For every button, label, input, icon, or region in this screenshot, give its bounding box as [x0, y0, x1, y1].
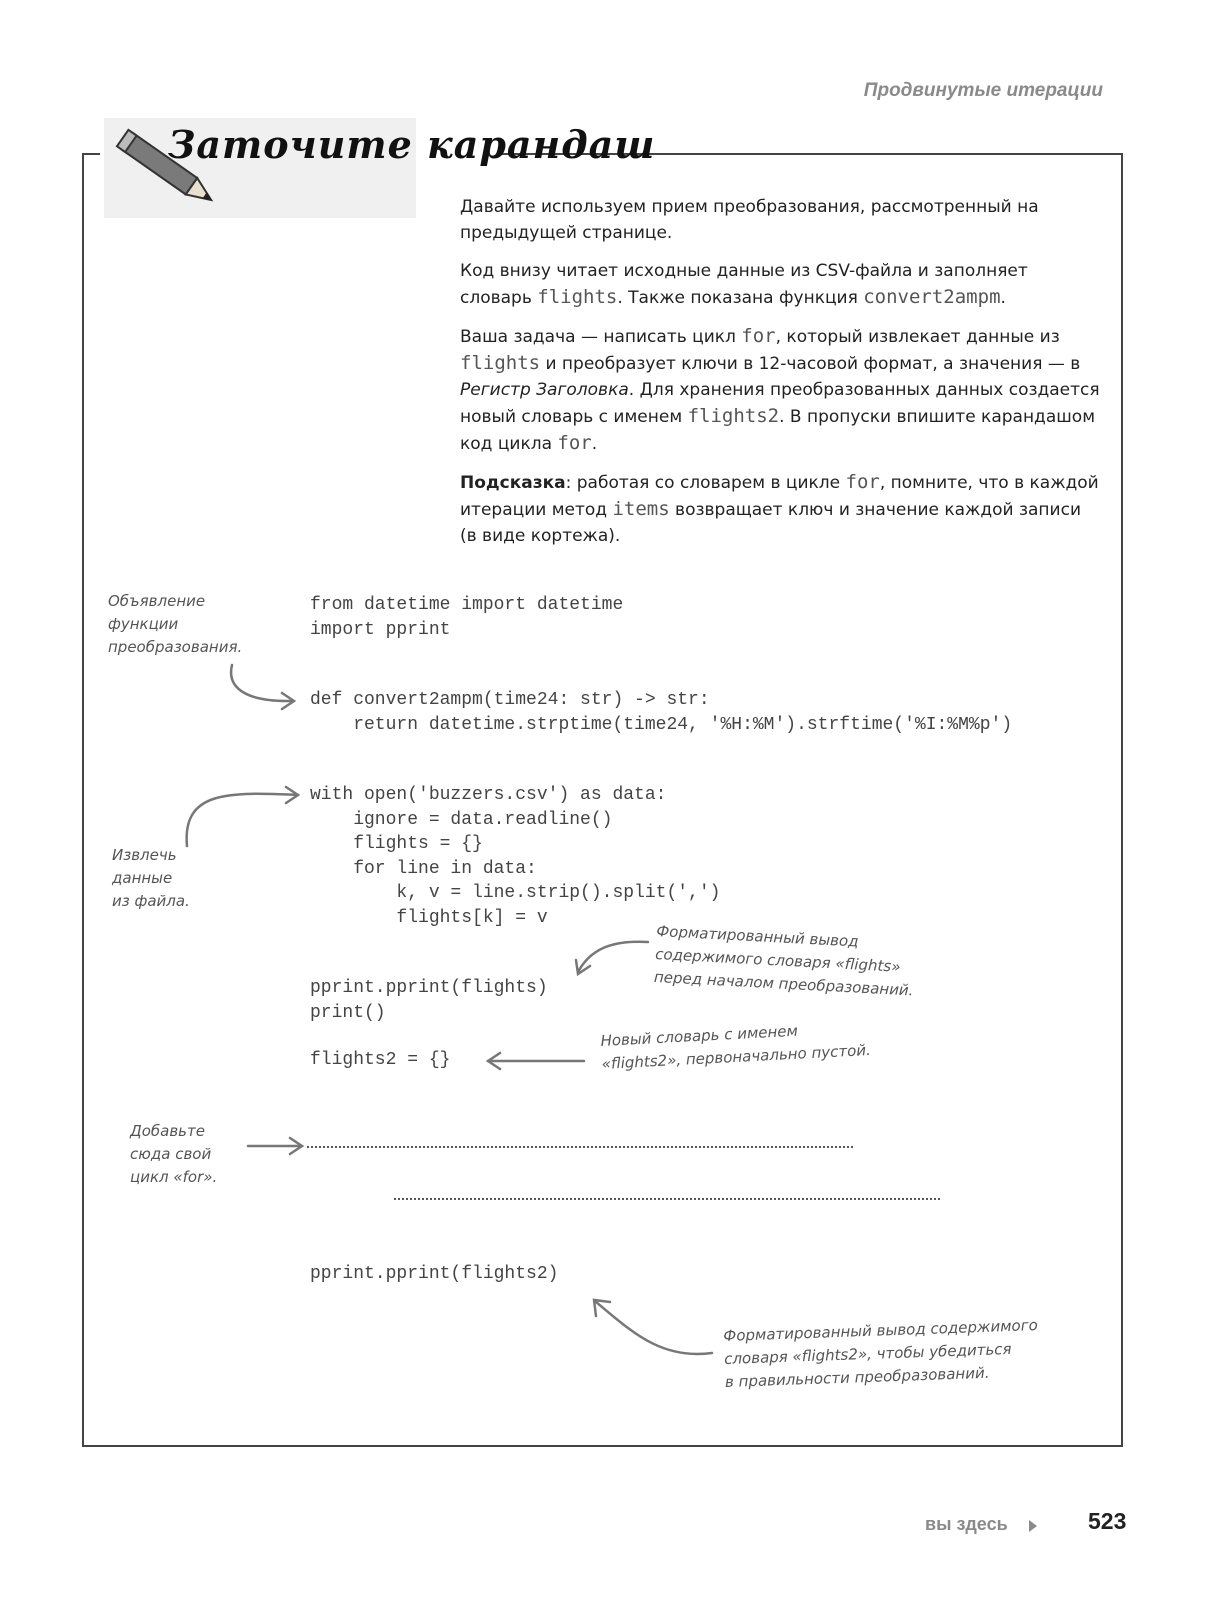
note-formatted-after: Форматированный вывод содержимого словаря «flights2», чтобы убедиться в правильности преобразований.: [723, 1316, 1039, 1391]
arrow-function: [231, 665, 292, 701]
intro-paragraph: Ваша задача — написать цикл for, который извлекает данные из flights и преобразует ключи в 12-часовой формат, а значения — в Регистр Заголовка. Для хранения преобразованных данных создается новый словарь с именем flights2. В пропуски впишите карандашом код цикла for.: [460, 325, 1100, 454]
note-extract-data: Извлечь данные из файла.: [112, 846, 190, 910]
arrow-print2: [596, 1302, 712, 1354]
note-formatted-before: Форматированный вывод содержимого словаря «flights» перед началом преобразований.: [653, 921, 914, 1000]
code-imports: from datetime import datetime import pprint: [310, 595, 624, 640]
code-new-dict: flights2 = {}: [310, 1050, 451, 1070]
note-function-declaration: Объявление функции преобразования.: [108, 592, 243, 656]
page-number: 523: [1088, 1508, 1127, 1534]
note-new-dict: Новый словарь с именем «flights2», первоначально пустой.: [600, 1021, 872, 1073]
triangle-right-icon: [1027, 1518, 1039, 1534]
you-are-here-label: вы здесь: [925, 1514, 1008, 1534]
note-add-loop: Добавьте сюда свой цикл «for».: [130, 1122, 218, 1186]
code-print-flights: pprint.pprint(flights) print(): [310, 978, 548, 1023]
exercise-title: Заточите карандаш: [168, 122, 656, 167]
code-function: def convert2ampm(time24: str) -> str: return datetime.strptime(time24, '%H:%M').strftime('%I:%M%p'): [310, 690, 1013, 735]
code-read-file: with open('buzzers.csv') as data: ignore = data.readline() flights = {} for line in data: k, v = line.strip().split(',') flights[k] = v: [310, 785, 721, 928]
section-title: Продвинутые итерации: [863, 80, 1103, 101]
code-print-flights2: pprint.pprint(flights2): [310, 1264, 559, 1284]
arrow-read: [187, 794, 298, 846]
intro-paragraph: Давайте используем прием преобразования, рассмотренный на предыдущей странице.: [460, 197, 1039, 243]
intro-paragraph: Код внизу читает исходные данные из CSV-файла и заполняет словарь flights. Также показана функция convert2ampm.: [460, 261, 1028, 308]
hint-paragraph: Подсказка: работая со словарем в цикле for, помните, что в каждой итерации метод items возвращает ключ и значение каждой записи (в виде кортежа).: [460, 471, 1099, 546]
arrow-head: [576, 960, 590, 974]
